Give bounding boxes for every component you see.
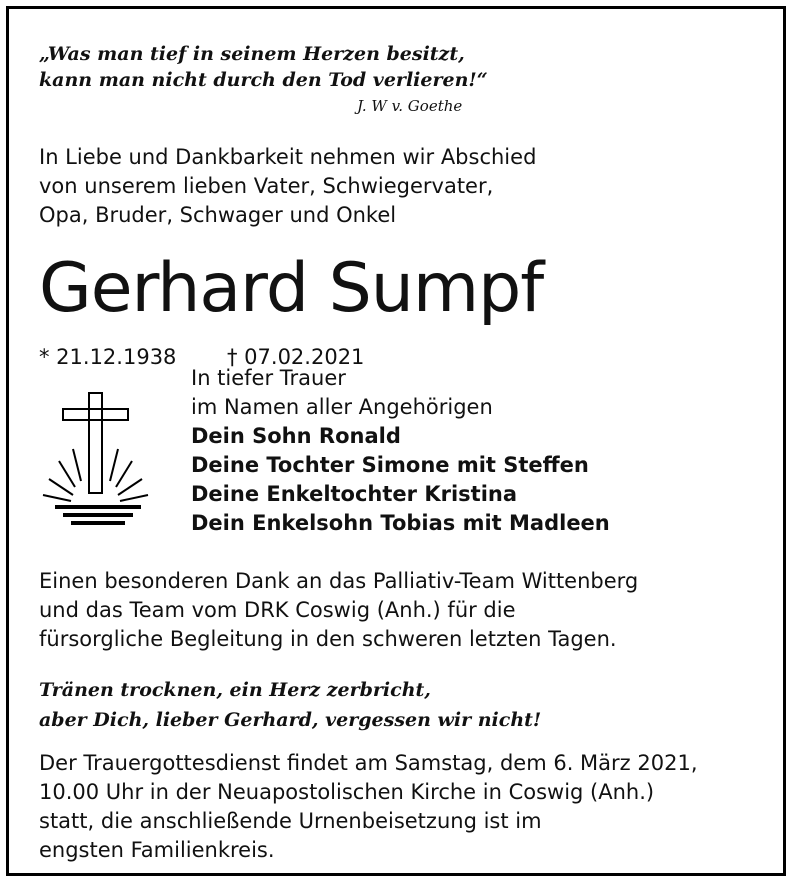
mourner-name: Dein Sohn Ronald (191, 424, 401, 448)
closing-quote-line-2: aber Dich, lieber Gerhard, vergessen wir nicht! (39, 709, 542, 731)
mourners-intro-2: im Namen aller Angehörigen (191, 395, 493, 419)
service-line-2: 10.00 Uhr in der Neuapostolischen Kirche in Coswig (Anh.) (39, 780, 655, 804)
death-date: † 07.02.2021 (227, 345, 365, 369)
birth-date: * 21.12.1938 (39, 345, 177, 369)
intro-line-1: In Liebe und Dankbarkeit nehmen wir Abschied (39, 145, 537, 169)
motto-line-2: kann man nicht durch den Tod verlieren!“ (39, 69, 488, 91)
cross-sun-icon (37, 389, 159, 531)
mourner-name: Deine Enkeltochter Kristina (191, 482, 518, 506)
motto-line-1: „Was man tief in seinem Herzen besitzt, (39, 43, 465, 65)
service-line-4: engsten Familienkreis. (39, 838, 275, 862)
mourners-intro-1: In tiefer Trauer (191, 366, 346, 390)
thanks-line-2: und das Team vom DRK Coswig (Anh.) für die (39, 598, 516, 622)
thanks-line-1: Einen besonderen Dank an das Palliativ-Team Wittenberg (39, 569, 639, 593)
intro-line-2: von unserem lieben Vater, Schwiegervater, (39, 174, 494, 198)
deceased-name: Gerhard Sumpf (39, 249, 544, 328)
obituary-notice (6, 6, 786, 876)
intro-line-3: Opa, Bruder, Schwager und Onkel (39, 203, 397, 227)
mourner-name: Deine Tochter Simone mit Steffen (191, 453, 589, 477)
thanks-line-3: fürsorgliche Begleitung in den schweren letzten Tagen. (39, 627, 617, 651)
mourner-name: Dein Enkelsohn Tobias mit Madleen (191, 511, 610, 535)
service-line-3: statt, die anschließende Urnenbeisetzung ist im (39, 809, 542, 833)
motto-author: J. W v. Goethe (357, 97, 463, 115)
closing-quote-line-1: Tränen trocknen, ein Herz zerbricht, (39, 679, 431, 701)
service-line-1: Der Trauergottesdienst findet am Samstag, dem 6. März 2021, (39, 751, 698, 775)
